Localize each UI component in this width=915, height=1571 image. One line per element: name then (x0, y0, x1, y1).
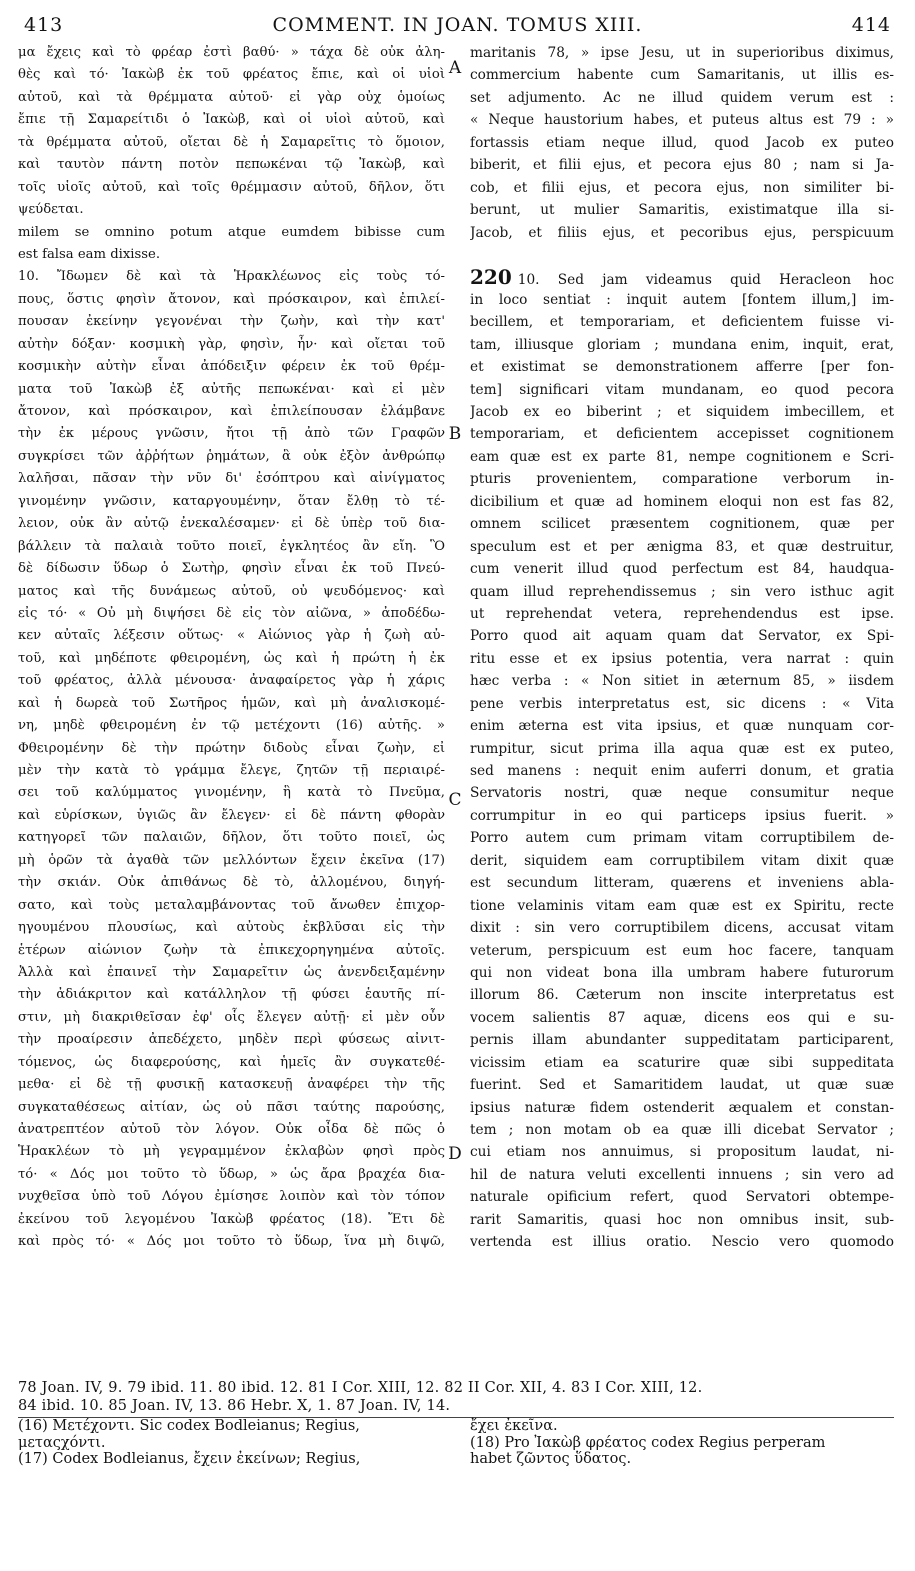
text-line: et existimat se demonstrationem afferre [per fon- (470, 359, 894, 376)
text-line: commercium habente cum Samaritanis, ut illis es- (470, 67, 894, 84)
text-line: vertenda est illius oratio. Nescio vero quomodo (470, 1234, 894, 1251)
text-line: ipsius naturæ fidem ostenderit æqualem et constan- (470, 1099, 894, 1116)
text-line: Jacob, et filiis ejus, et pecoribus ejus, perspicuum (470, 224, 894, 241)
text-line: τοῖς υἱοῖς αὐτοῦ, καὶ τοῖς θρέμμασιν αὐτοῦ, δῆλον, ὅτι (18, 179, 445, 195)
text-line: tam, illiusque gloriam ; mundana enim, inquit, erat, (470, 336, 894, 353)
text-line: καὶ εὑρίσκων, ὑγιῶς ἂν ἔλεγεν· εἰ δὲ πάντη φθορὰν (18, 807, 445, 823)
text-line: berunt, ut mulier Samaritis, existimatque illa si- (470, 202, 894, 219)
margin-letter-d: D (448, 1144, 462, 1164)
text-line: ηγουμένου πλουσίως, καὶ αὐτοὺς ἐκβλῦσαι εἰς τὴν (18, 920, 445, 936)
text-line: τὴν προαίρεσιν ἀπεδέχετο, μηδὲν περὶ φύσεως αἰνιτ- (18, 1032, 445, 1048)
text-line: tem ; non motam ob ea quæ illi dicebat Servator ; (470, 1122, 894, 1138)
text-line: illorum 86. Cæterum non inscite interpretatus est (470, 987, 894, 1004)
text-line: fortassis etiam neque illud, quod Jacob ex puteo (470, 134, 894, 151)
text-line: corrumpitur in eo qui particeps ipsius fuerit. » (470, 807, 894, 824)
text-line: αὐτὴν δόξαν· κοσμικὴ γὰρ, φησὶν, ἦν· καὶ οἴεται τοῦ (18, 336, 445, 352)
text-line: ἔπιε τῇ Σαμαρείτιδι ὁ Ἰακὼβ, καὶ οἱ υἱοὶ αὐτοῦ, καὶ (18, 112, 445, 128)
margin-letter-c: C (448, 790, 462, 810)
text-line: pene verbis interpretatus est, sic dicens : « Vita (470, 695, 894, 712)
text-line: Porro quod ait aquam quam dat Servator, ex Spi- (470, 628, 894, 645)
text-line: τὰ θρέμματα αὐτοῦ, οἴεται δὲ ἡ Σαμαρεῖτις τὸ ὅμοιον, (18, 134, 445, 150)
text-line: στιν, μὴ διακριθεῖσαν ἐφ' οἷς ἔλεγεν αὐτῇ· εἰ μὲν οὖν (18, 1009, 445, 1025)
text-line: καὶ ἡ δωρεὰ τοῦ Σωτῆρος ἡμῶν, καὶ μὴ ἀναλισκομέ- (18, 695, 445, 711)
footnote-references-line-2: 84 ibid. 10. 85 Joan. IV, 13. 86 Hebr. X, 1. 87 Joan. IV, 14. (18, 1398, 451, 1414)
text-line: συγκρίσει τῶν ἀῤῥήτων ῥημάτων, ἃ οὐκ ἐξὸν ἀνθρώπῳ (18, 448, 445, 464)
critical-notes-left (18, 1418, 448, 1468)
text-line: ἐκείνου τοῦ λεγομένου Ἰακὼβ φρέατος (18). Ἔτι δὲ (18, 1211, 445, 1227)
text-line: eam quæ est ex parte 81, nempe cognitionem e Scri- (470, 448, 894, 465)
text-line: dicibilium et quæ ad hominem eloqui non est fas 82, (470, 493, 894, 510)
critical-note-line: (18) Pro Ἰακὼβ φρέατος codex Regius perperam (470, 1434, 826, 1451)
text-line: δὲ δίδωσιν ὕδωρ ὁ Σωτὴρ, φησὶν εἶναι ἐκ τοῦ Πνεύ- (18, 561, 445, 577)
text-line: hæc verba : « Non sitiet in æternum 85, » iisdem (470, 673, 894, 690)
text-line (470, 244, 894, 266)
text-line: omnem scilicet præsentem cognitionem, quæ per (470, 516, 894, 533)
text-line: set adjumento. Ac ne illud quidem verum est : (470, 89, 894, 106)
text-line: naturale opificium refert, quod Servatori obtempe- (470, 1189, 894, 1206)
text-line: Jacob ex eo biberint ; et siquidem imbecillem, et (470, 404, 894, 420)
text-line: τὴν ἐκ μέρους γνῶσιν, ἤτοι τῇ ἀπὸ τῶν Γραφῶν (18, 426, 445, 442)
text-line: tem] significari vitam mundanam, eo quod pecora (470, 381, 894, 398)
text-line: τό· « Δός μοι τοῦτο τὸ ὕδωρ, » ὡς ἄρα βραχέα δια- (18, 1166, 445, 1182)
text-line: est secundum litteram, quærens et inveniens abla- (470, 875, 894, 892)
running-header (24, 14, 891, 42)
text-line: εἰς τό· « Οὐ μὴ διψήσει δὲ εἰς τὸν αἰῶνα, » ἀποδέδω- (18, 605, 445, 621)
text-line: γινομένην γνῶσιν, καταργουμένην, ὅταν ἔλθῃ τὸ τέ- (18, 493, 445, 509)
text-line: ἄτονον, καὶ πρόσκαιρον, καὶ ἐπιλείπουσαν ἐλάμβανε (18, 404, 445, 419)
text-line: Porro autem cum primam vitam corruptibilem de- (470, 830, 894, 847)
text-line: βάλλειν τὰ παλαιὰ τοῦτο ποιεῖ, ἐγκλητέος ἂν εἴη. Ὃ (18, 538, 445, 554)
text-line: ritu esse et ex ipsius potentia, vera narrat : quin (470, 650, 894, 667)
text-line: σει τοῦ καλύμματος γινομένην, ἣ κατὰ τὸ Πνεῦμα, (18, 785, 445, 801)
text-line: συγκαταθέσεως αἰτίαν, ὡς οὐ πᾶσι ταύτης παρούσης, (18, 1099, 445, 1115)
text-line: σατο, καὶ τοὺς μεταλαμβάνοντας τοῦ ἄνωθεν ἐπιχορ- (18, 897, 445, 913)
text-line: θὲς καὶ τό· Ἰακὼβ ἐκ τοῦ φρέατος ἔπιε, καὶ οἱ υἱοὶ (18, 67, 445, 83)
page-number-left: 413 (24, 14, 64, 36)
text-line: rarit Samaritis, quasi hoc non omnibus insit, sub- (470, 1211, 894, 1228)
text-line: νυχθεῖσα ὑπὸ τοῦ Λόγου ἐμίσησε λοιπὸν καὶ τὸν τόπον (18, 1189, 445, 1205)
text-line: αὐτοῦ, καὶ τὰ θρέμματα αὐτοῦ· εἰ γὰρ οὐχ ὁμοίως (18, 89, 445, 105)
text-line-content: 10. Sed jam videamus quid Heracleon hoc (517, 272, 894, 289)
text-line: pernis illam abundanter suppeditatam participarent, (470, 1032, 894, 1049)
critical-note-line: (16) Μετέχοντι. Sic codex Bodleianus; Regius, (18, 1418, 360, 1434)
text-line: « Neque haustorium habes, et puteus altus est 79 : » (470, 112, 894, 129)
text-line: τόμενος, ὡς διαφερούσης, καὶ ἡμεῖς ἂν συγκατεθέ- (18, 1054, 445, 1070)
text-line: cum venerit illud quod perfectum est 84, haudqua- (470, 561, 894, 578)
critical-notes-right (470, 1418, 894, 1468)
text-line: est falsa eam dixisse. (18, 246, 161, 262)
text-line: enim æterna est vita ipsius, et quæ nunquam cor- (470, 718, 894, 735)
page-number-right: 414 (851, 14, 891, 36)
text-line: Ἡρακλέων τὸ μὴ γεγραμμένον ἐκλαβὼν φησὶ πρὸς (18, 1144, 445, 1160)
critical-note-line: μεταςχόντι. (18, 1434, 106, 1451)
text-line: ἀνατρεπτέον αὐτοῦ τὸν λόγον. Οὐκ οἶδα δὲ πῶς ὁ (18, 1122, 445, 1137)
critical-note-line: habet ζῶντος ὕδατος. (470, 1451, 632, 1467)
text-line: Φθειρομένην δὲ τὴν πρώτην διδοὺς εἶναι ζωὴν, εἰ (18, 740, 445, 756)
text-line: vicissim etiam ea scaturire quæ sibi suppeditata (470, 1054, 894, 1071)
text-line: rumpitur, sicut prima illa aqua quæ est ex puteo, (470, 740, 894, 757)
text-line: qui non videat bona illa umbram habere futurorum (470, 964, 894, 981)
text-line: dixit : sin vero corruptibilem dicens, accusat vitam (470, 920, 894, 937)
text-line: μὲν τὴν κατὰ τὸ γράμμα ἔλεγε, ζητῶν τῇ περιαιρέ- (18, 763, 445, 778)
text-line: cui etiam nos annuimus, si propositum laudat, ni- (470, 1144, 894, 1161)
text-line: μὴ ὁρῶν τὰ ἀγαθὰ τῶν μελλόντων ἔχειν ἐκεῖνα (17) (18, 852, 445, 868)
text-line: maritanis 78, » ipse Jesu, ut in superioribus diximus, (470, 45, 894, 61)
text-line: κεν αὐταῖς λέξεσιν οὕτως· « Αἰώνιος γὰρ ἡ ζωὴ αὐ- (18, 628, 445, 644)
text-line: speculum est et per ænigma 83, et quæ destruitur, (470, 538, 894, 555)
text-line: vocem salientis 87 aquæ, dicens eos qui e su- (470, 1009, 894, 1026)
text-line: νη, μηδὲ φθειρομένη ἐν τῷ μετέχοντι (16) αὐτῆς. » (18, 718, 445, 734)
text-line: in loco sentiat : inquit autem [fontem illum,] im- (470, 291, 894, 308)
text-line: cob, et filii ejus, et pecora ejus, non similiter bi- (470, 179, 894, 196)
text-line: λαλῆσαι, πᾶσαν τὴν νῦν δι' ἐσόπτρου καὶ αἰνίγματος (18, 471, 445, 487)
text-line: fuerint. Sed et Samaritidem laudat, ut quæ suæ (470, 1077, 894, 1094)
section-number: 220 (470, 266, 512, 289)
text-line: ματα τοῦ Ἰακὼβ ἐξ αὐτῆς πεπωκέναι· καὶ εἰ μὲν (18, 381, 445, 397)
text-line: 10. Ἴδωμεν δὲ καὶ τὰ Ἡρακλέωνος εἰς τοὺς τό- (18, 269, 445, 285)
text-line: temporariam, et deficientem accepisset cognitionem (470, 426, 894, 443)
text-line: becillem, et temporariam, et deficientem fuisse vi- (470, 314, 894, 331)
greek-column (18, 42, 445, 1254)
text-line: πουσαν ἐκείνην γεγονέναι τὴν ζωὴν, καὶ τὴν κατ' (18, 314, 445, 330)
margin-letter-b: B (448, 424, 462, 444)
footnote-references-line-1: 78 Joan. IV, 9. 79 ibid. 11. 80 ibid. 12. 81 I Cor. XIII, 12. 82 II Cor. XII, 4. 83 I Cor. XIII, 12. (18, 1380, 703, 1396)
text-line: ματος καὶ τῆς δυνάμεως αὐτοῦ, οὐ ψευδόμενος· καὶ (18, 583, 445, 599)
text-line: sed manens : nequit enim auferri donum, et gratia (470, 763, 894, 779)
latin-column (470, 42, 894, 1254)
text-line: ἑτέρων αἰώνιον ζωὴν τὰ ἐπικεχορηγημένα αὐτοῖς. (18, 942, 445, 958)
text-line: ut reprehendat vetera, reprehendendus est ipse. (470, 605, 894, 622)
text-line: κοσμικὴν αὐτὴν εἶναι ἀπόδειξιν φέρειν ἐκ τοῦ θρέμ- (18, 359, 445, 375)
text-line: μα ἔχεις καὶ τὸ φρέαρ ἐστὶ βαθύ· » τάχα δὲ οὐκ ἀλη- (18, 45, 445, 60)
text-line: Ἀλλὰ καὶ ἐπαινεῖ τὴν Σαμαρεῖτιν ὡς ἀνενδειξαμένην (18, 964, 445, 980)
running-title: COMMENT. IN JOAN. TOMUS XIII. (272, 14, 643, 36)
text-line: καὶ ταυτὸν πάντη ποτὸν πεπωκέναι τῷ Ἰακὼβ, καὶ (18, 157, 445, 173)
text-line: pturis provenientem, comparatione verborum in- (470, 471, 894, 488)
text-line: καὶ πρὸς τό· « Δός μοι τοῦτο τὸ ὕδωρ, ἵνα μὴ διψῶ, (18, 1234, 445, 1250)
text-line: veterum, perspicuum est eum hoc facere, tanquam (470, 942, 894, 959)
text-line: quam illud reprehendissemus ; sin vero isthuc agit (470, 583, 894, 600)
text-line: τὴν σκιάν. Οὐκ ἀπιθάνως δὲ τὸ, ἀλλομένου, διηγή- (18, 875, 445, 891)
text-line: μεθα· εἰ δὲ τῇ φυσικῇ κατασκευῇ ἀναφέρει τὴν τῆς (18, 1077, 445, 1093)
text-line: τοῦ φρέατος, ἀλλὰ μένουσα· ἀναφαίρετος γὰρ ἡ χάρις (18, 673, 445, 689)
text-line: milem se omnino potum atque eumdem bibisse cum (18, 224, 445, 240)
text-line: ψεύδεται. (18, 202, 84, 218)
critical-note-line: ἔχει ἐκεῖνα. (470, 1418, 558, 1434)
text-line: πους, ὅστις φησὶν ἄτονον, καὶ πρόσκαιρον, καὶ ἐπιλεί- (18, 291, 445, 307)
margin-letter-a: A (448, 58, 462, 78)
text-line: tione velaminis vitam eam quæ est ex Spiritu, recte (470, 897, 894, 914)
text-line: hil de natura veluti excellenti innuens ; sin vero ad (470, 1166, 894, 1183)
text-line: τὴν ἀδιάκριτον καὶ κατάλληλον τῇ φύσει ἑαυτῆς πί- (18, 987, 445, 1003)
text-line (470, 266, 894, 288)
text-line: biberit, et filii ejus, et pecora ejus 80 ; nam si Ja- (470, 157, 894, 174)
text-line: λειον, οὐκ ἂν αὐτῷ ἐνεκαλέσαμεν· εἰ δὲ ὑπὲρ τοῦ δια- (18, 516, 445, 532)
text-line: derit, siquidem eam corruptibilem vitam dixit quæ (470, 852, 894, 869)
text-line: Servatoris nostri, quæ neque consumitur neque (470, 785, 894, 802)
text-line: κατηγορεῖ τῶν παλαιῶν, δῆλον, ὅτι τοῦτο ποιεῖ, ὡς (18, 830, 445, 846)
critical-note-line: (17) Codex Bodleianus, ἔχειν ἐκείνων; Regius, (18, 1451, 361, 1467)
text-line: τοῦ, καὶ μηδέποτε φθειρομένη, ὡς καὶ ἡ πρώτη ἡ ἐκ (18, 650, 445, 666)
